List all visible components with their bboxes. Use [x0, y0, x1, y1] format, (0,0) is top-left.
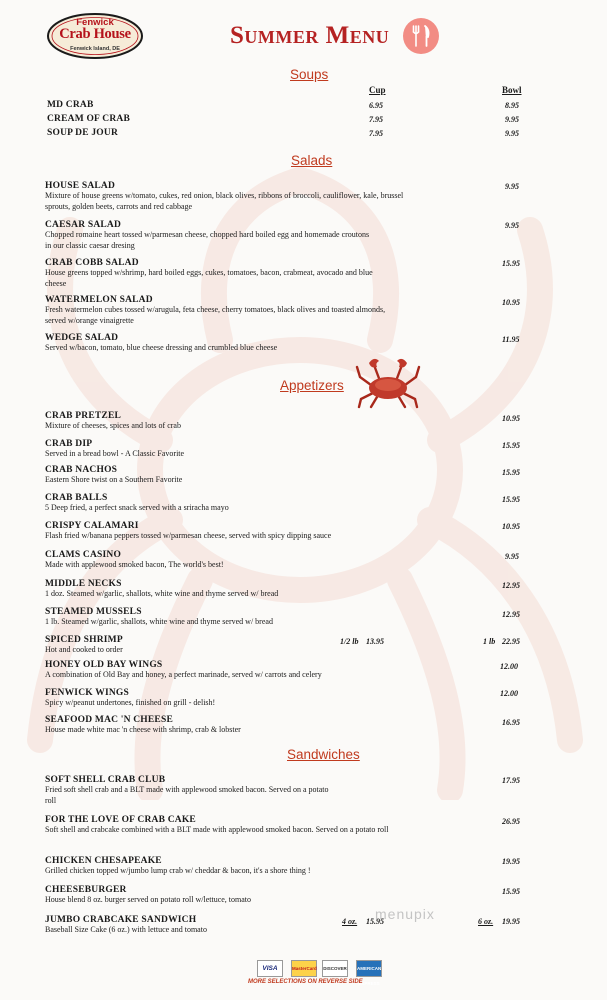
- appetizer-name: CRAB DIP: [45, 439, 93, 449]
- salad-name: WATERMELON SALAD: [45, 295, 153, 305]
- soups-heading: Soups: [290, 67, 329, 82]
- sandwich-price: 17.95: [502, 776, 520, 785]
- appetizer-description: Hot and cooked to order: [45, 645, 123, 654]
- logo-text-location: Fenwick Island, DE: [70, 46, 120, 52]
- salad-price: 11.95: [502, 335, 520, 344]
- mastercard-card-icon: MasterCard: [291, 960, 317, 977]
- soup-bowl-price: 9.95: [505, 129, 519, 138]
- fork-knife-icon: [403, 18, 439, 54]
- soup-bowl-price: 9.95: [505, 115, 519, 124]
- appetizer-description: 1 doz. Steamed w/garlic, shallots, white wine and thyme served w/ bread: [45, 589, 279, 598]
- menupix-watermark: menupix: [375, 906, 435, 922]
- sandwich-price: 26.95: [502, 817, 520, 826]
- sandwich-description: Soft shell and crabcake combined with a BLT made with applewood smoked bacon. Served on a potato roll: [45, 825, 389, 834]
- salad-description: Mixture of house greens w/tomato, cukes, red onion, black olives, ribbons of broccoli, cauliflower, kale, brussel sprouts, golden beets, carrots and red cabbage: [45, 191, 404, 211]
- logo-text-main: Crab House: [59, 26, 131, 42]
- appetizer-name: HONEY OLD BAY WINGS: [45, 660, 163, 670]
- sandwich-description: House blend 8 oz. burger served on potato roll w/lettuce, tomato: [45, 895, 252, 904]
- soup-bowl-price: 8.95: [505, 101, 519, 110]
- half-lb-price: 13.95: [366, 637, 384, 646]
- half-lb-label: 1/2 lb: [340, 637, 359, 646]
- salad-price: 10.95: [502, 298, 520, 307]
- logo-text-top: Fenwick: [76, 17, 114, 28]
- four-oz-label: 4 oz.: [342, 917, 358, 926]
- sandwich-name: CHEESEBURGER: [45, 885, 127, 895]
- salad-description: Fresh watermelon cubes tossed w/arugula, feta cheese, cherry tomatoes, black olives and toasted almonds, served w/orange vinaigrette: [45, 305, 386, 325]
- appetizer-name: SPICED SHRIMP: [45, 635, 123, 645]
- discover-card-icon: DISCOVER: [322, 960, 348, 977]
- soup-cup-price: 7.95: [369, 115, 383, 124]
- appetizer-price: 12.00: [500, 662, 518, 671]
- appetizer-description: 5 Deep fried, a perfect snack served with a sriracha mayo: [45, 503, 229, 512]
- appetizer-description: Eastern Shore twist on a Southern Favorite: [45, 475, 183, 484]
- appetizer-description: A combination of Old Bay and honey, a perfect marinade, served w/ carrots and celery: [45, 670, 322, 679]
- six-oz-price: 19.95: [502, 917, 520, 926]
- appetizer-price: 12.95: [502, 610, 520, 619]
- salad-description: Served w/bacon, tomato, blue cheese dressing and crumbled blue cheese: [45, 343, 278, 352]
- full-lb-price: 22.95: [502, 637, 520, 646]
- appetizer-name: CRAB BALLS: [45, 493, 108, 503]
- appetizer-price: 10.95: [502, 522, 520, 531]
- sandwich-name: JUMBO CRABCAKE SANDWICH: [45, 915, 197, 925]
- appetizer-price: 12.95: [502, 581, 520, 590]
- sandwich-description: Baseball Size Cake (6 oz.) with lettuce and tomato: [45, 925, 207, 934]
- visa-card-icon: VISA: [257, 960, 283, 977]
- soup-name: SOUP DE JOUR: [47, 128, 119, 138]
- appetizer-name: STEAMED MUSSELS: [45, 607, 142, 617]
- bowl-column-header: Bowl: [502, 85, 522, 95]
- appetizer-description: 1 lb. Steamed w/garlic, shallots, white wine and thyme served w/ bread: [45, 617, 273, 626]
- salad-description: House greens topped w/shrimp, hard boiled eggs, cukes, tomatoes, bacon, crabmeat, avocado and blue cheese: [45, 268, 373, 288]
- appetizer-name: CLAMS CASINO: [45, 550, 122, 560]
- sandwich-name: FOR THE LOVE OF CRAB CAKE: [45, 815, 196, 825]
- appetizer-price: 16.95: [502, 718, 520, 727]
- menu-title: Summer Menu: [230, 22, 390, 49]
- appetizer-description: Spicy w/peanut undertones, finished on grill - delish!: [45, 698, 216, 707]
- appetizer-name: FENWICK WINGS: [45, 688, 129, 698]
- six-oz-label: 6 oz.: [478, 917, 494, 926]
- appetizer-name: CRAB PRETZEL: [45, 411, 122, 421]
- full-lb-label: 1 lb: [483, 637, 496, 646]
- salad-name: CAESAR SALAD: [45, 220, 122, 230]
- salad-price: 9.95: [505, 182, 519, 191]
- soup-cup-price: 6.95: [369, 101, 383, 110]
- salad-price: 15.95: [502, 259, 520, 268]
- salad-price: 9.95: [505, 221, 519, 230]
- salad-name: HOUSE SALAD: [45, 181, 116, 191]
- sandwich-description: Fried soft shell crab and a BLT made with applewood smoked bacon. Served on a potato roll: [45, 785, 329, 805]
- appetizer-price: 10.95: [502, 414, 520, 423]
- appetizer-price: 15.95: [502, 495, 520, 504]
- appetizer-price: 15.95: [502, 468, 520, 477]
- four-oz-price: 15.95: [366, 917, 384, 926]
- appetizer-description: Mixture of cheeses, spices and lots of crab: [45, 421, 181, 430]
- sandwich-name: SOFT SHELL CRAB CLUB: [45, 775, 166, 785]
- reverse-side-note: MORE SELECTIONS ON REVERSE SIDE: [248, 979, 363, 985]
- appetizer-description: House made white mac 'n cheese with shrimp, crab & lobster: [45, 725, 241, 734]
- soup-name: CREAM OF CRAB: [47, 114, 130, 124]
- appetizer-name: CRAB NACHOS: [45, 465, 118, 475]
- salad-description: Chopped romaine heart tossed w/parmesan cheese, chopped hard boiled egg and homemade croutons in our classic caesar dresing: [45, 230, 370, 250]
- amex-card-icon: AMERICAN EXPRESS: [356, 960, 382, 977]
- sandwiches-heading: Sandwiches: [287, 747, 360, 762]
- appetizer-price: 12.00: [500, 689, 518, 698]
- sandwich-description: Grilled chicken topped w/jumbo lump crab w/ cheddar & bacon, it's a shore thing !: [45, 866, 311, 875]
- appetizer-description: Made with applewood smoked bacon, The world's best!: [45, 560, 224, 569]
- appetizer-price: 9.95: [505, 552, 519, 561]
- soup-name: MD CRAB: [47, 100, 94, 110]
- cup-column-header: Cup: [369, 85, 386, 95]
- crab-icon: [355, 355, 421, 413]
- salad-name: WEDGE SALAD: [45, 333, 119, 343]
- sandwich-price: 19.95: [502, 857, 520, 866]
- appetizer-name: SEAFOOD MAC 'N CHEESE: [45, 715, 173, 725]
- soup-cup-price: 7.95: [369, 129, 383, 138]
- salad-name: CRAB COBB SALAD: [45, 258, 139, 268]
- appetizers-heading: Appetizers: [280, 378, 344, 393]
- appetizer-name: MIDDLE NECKS: [45, 579, 122, 589]
- appetizer-description: Flash fried w/banana peppers tossed w/parmesan cheese, served with spicy dipping sauce: [45, 531, 332, 540]
- salads-heading: Salads: [291, 153, 333, 168]
- appetizer-price: 15.95: [502, 441, 520, 450]
- sandwich-price: 15.95: [502, 887, 520, 896]
- appetizer-description: Served in a bread bowl - A Classic Favorite: [45, 449, 185, 458]
- sandwich-name: CHICKEN CHESAPEAKE: [45, 856, 162, 866]
- appetizer-name: CRISPY CALAMARI: [45, 521, 139, 531]
